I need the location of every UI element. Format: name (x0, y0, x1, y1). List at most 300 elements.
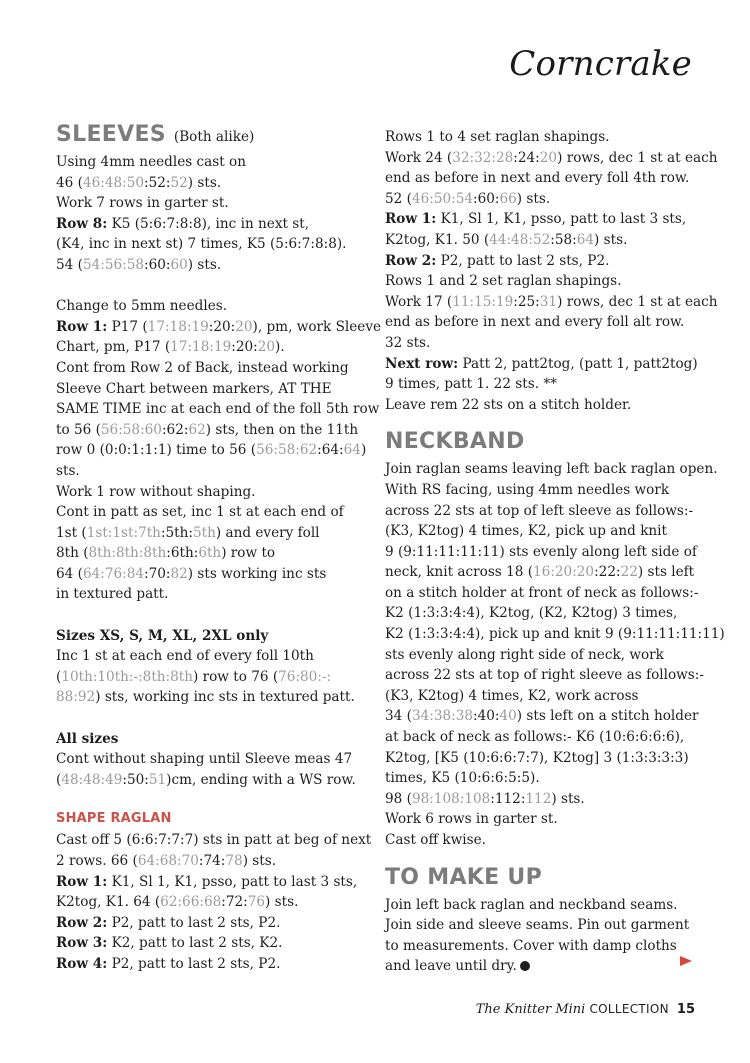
instruction-text: 20 (539, 149, 558, 166)
instruction-text: 52 ( (385, 190, 412, 207)
instruction-text: ) sts, then on the 11th (205, 421, 359, 438)
page-footer (476, 1002, 695, 1017)
instruction-text: 40 (499, 708, 517, 725)
page-title: Corncrake (509, 44, 692, 84)
instruction-text: in textured patt. (56, 586, 169, 603)
instruction-text: sts. (56, 462, 80, 479)
instruction-text: 5:6:7:8:8 (275, 236, 337, 253)
instruction-text: 10th:10th:-:8th: (61, 668, 171, 685)
instruction-text: ), K2tog] 3 ( (538, 749, 622, 766)
instruction-text: 32:32: (452, 149, 496, 166)
instruction-label: Row 4: (56, 955, 108, 972)
instruction-line (56, 193, 361, 214)
instruction-text: 16:20: (533, 564, 577, 581)
instruction-text: Work 1 row without shaping. (56, 483, 256, 500)
instruction-text: ) and every foll (215, 524, 320, 541)
instruction-text: ). (275, 339, 285, 356)
instruction-text: 10:6:6:5:5 (459, 770, 531, 787)
instruction-text: 6th (198, 545, 222, 562)
instruction-line (385, 603, 705, 624)
to-make-up-heading: TO MAKE UP (385, 864, 543, 890)
instruction-line (56, 851, 361, 872)
instruction-text: :20: (208, 318, 236, 335)
instruction-text: ) sts working inc sts (187, 565, 327, 582)
instruction-text: 52 (170, 174, 188, 191)
instruction-line (385, 895, 705, 916)
instruction-text: With RS facing, using 4mm needles work (385, 481, 670, 498)
paragraph-gap (56, 605, 361, 626)
instruction-text: :24: (513, 149, 540, 166)
instruction-line (56, 317, 382, 338)
instruction-text: 7th (138, 524, 161, 541)
instruction-text: 54:56: (82, 256, 127, 273)
instruction-text: end as before in next and every foll alt row. (385, 314, 685, 331)
instruction-text: 9 ( (385, 543, 404, 560)
instruction-text: Cast off 5 ( (56, 832, 132, 849)
instruction-line (56, 440, 367, 461)
instruction-label: Row 2: (385, 252, 437, 269)
instruction-text: end as before in next and every foll 4th row. (385, 170, 690, 187)
instruction-text: 50 (126, 174, 145, 191)
instruction-text: K2tog, K1. 50 ( (385, 231, 490, 248)
instruction-text: 8th (143, 545, 167, 562)
instruction-text: to 56 ( (56, 421, 101, 438)
instruction-text: 1st ( (56, 524, 87, 541)
instruction-line (56, 646, 361, 667)
instruction-text: Rows 1 and 2 set raglan shapings. (385, 273, 622, 290)
instruction-text: (K3, K2tog) 4 times, K2, work across (385, 687, 639, 704)
instruction-text: Work 24 ( (385, 149, 453, 166)
instruction-text: neck, knit across 18 ( (385, 564, 534, 581)
instruction-text: on a stitch holder at front of neck as follows:- (385, 584, 699, 601)
instruction-text: sts evenly along right side of neck, work (385, 646, 664, 663)
raglan-continuation (385, 127, 718, 415)
instruction-text: P2, patt to last 2 sts, P2. (107, 955, 281, 972)
instruction-text: 1:3:3:4:4 (413, 626, 476, 643)
page-number: 15 (676, 1002, 695, 1017)
instruction-text: 5th (192, 524, 216, 541)
finish-circle-icon (520, 961, 530, 971)
instruction-text: 82 (170, 565, 188, 582)
instruction-text: 9:11:11:11:11 (623, 626, 720, 643)
instruction-text: 49 (105, 771, 123, 788)
instruction-line (385, 480, 705, 501)
magazine-name: The Knitter (475, 1002, 552, 1017)
instruction-line (385, 645, 705, 666)
instruction-line (56, 543, 361, 564)
instruction-line (56, 584, 361, 605)
instruction-text: :60: (144, 256, 171, 273)
instruction-text: ), (674, 729, 685, 746)
instruction-line (385, 354, 705, 375)
instruction-text: 66 (499, 190, 517, 207)
instruction-text: 112 (525, 790, 552, 807)
instruction-text: K2 ( (385, 605, 414, 622)
instruction-line (56, 461, 361, 482)
instruction-text: ) sts, working inc sts in textured patt. (95, 689, 355, 706)
instruction-text: SAME TIME inc at each end of the foll 5th row (56, 401, 380, 418)
instruction-text: ) sts. (242, 853, 277, 869)
instruction-text: ) sts in patt at beg of next (193, 832, 372, 849)
instruction-line (56, 892, 361, 913)
instruction-text: ) row to 76 ( (193, 668, 279, 685)
instruction-text: ), K2tog, (K2, K2tog) 3 times, (475, 605, 678, 622)
instruction-text: 6:6:7:7:7 (131, 832, 194, 849)
instruction-text: K5 ( (107, 215, 141, 232)
instruction-text: 98:108: (411, 790, 465, 807)
instruction-text: 78 (225, 853, 243, 869)
instruction-text: 2 rows. 66 ( (56, 853, 138, 869)
instruction-text: 62 (299, 442, 318, 459)
instruction-text: 51 (148, 771, 167, 788)
instruction-line (56, 214, 361, 235)
instruction-line (385, 542, 705, 563)
instruction-line (385, 583, 705, 604)
instruction-line (56, 729, 361, 750)
instruction-text: K1, Sl 1, K1, psso, patt to last 3 sts, (107, 873, 358, 890)
instruction-text: :5th: (160, 524, 193, 541)
instruction-text: P2, patt to last 2 sts, P2. (107, 914, 281, 931)
instruction-label: Row 8: (56, 215, 108, 232)
instruction-text: 60 (170, 256, 188, 273)
instruction-line (56, 482, 361, 503)
instruction-text: Join raglan seams leaving left back raglan open. (385, 461, 718, 478)
instruction-text: Change to 5mm needles. (56, 298, 228, 315)
instruction-line (385, 727, 705, 748)
sleeves-heading (56, 118, 361, 152)
instruction-line (385, 148, 718, 169)
instruction-text: Cast off kwise. (385, 832, 486, 848)
instruction-line (385, 395, 705, 416)
instruction-line (385, 936, 705, 957)
instruction-text: ) sts left on a stitch holder (516, 708, 699, 725)
instruction-text: 48:48: (61, 771, 106, 788)
instruction-line (385, 521, 705, 542)
instruction-line (56, 296, 361, 317)
instruction-text: (K4, inc in next st) 7 times, K5 ( (56, 236, 276, 253)
instruction-text: 84 (126, 565, 145, 582)
instruction-text: ), pick up and knit 9 ( (475, 626, 624, 643)
instruction-text: across 22 sts at top of left sleeve as follows:- (385, 502, 694, 519)
instruction-text: 64:68: (137, 853, 182, 869)
instruction-line (56, 749, 361, 770)
instruction-line (56, 564, 361, 585)
instruction-line (56, 954, 361, 975)
instruction-line (385, 501, 705, 522)
instruction-text: 54 (455, 190, 474, 207)
instruction-line (56, 502, 361, 523)
instruction-text: 70 (181, 853, 199, 869)
instruction-line (385, 830, 705, 851)
paragraph-gap (56, 708, 361, 729)
instruction-line (385, 768, 705, 789)
instruction-text: 34 ( (385, 708, 412, 725)
paragraph-gap (56, 276, 361, 297)
instruction-text: ) row to (221, 545, 276, 562)
instruction-text: 64 (343, 442, 361, 459)
instruction-label: Row 1: (385, 211, 437, 228)
instruction-line (385, 333, 705, 354)
instruction-text: times, K5 ( (385, 770, 460, 787)
instruction-text: Join side and sleeve seams. Pin out garment (385, 917, 690, 934)
instruction-label: Next row: (385, 355, 459, 372)
instruction-text: 8th:8th: (88, 545, 144, 562)
instruction-text: 22 (620, 564, 638, 581)
instruction-label: All sizes (56, 730, 119, 747)
instruction-text: ). (530, 770, 540, 787)
instruction-line (56, 399, 380, 420)
instruction-line (385, 189, 705, 210)
instruction-line (385, 230, 705, 251)
instruction-text: :52: (144, 174, 171, 191)
instruction-text: Patt 2, patt2tog, (patt 1, patt2tog) (458, 355, 698, 372)
instruction-text: 10:6:6:7:7 (468, 749, 539, 766)
instruction-text: :25: (513, 293, 540, 310)
instruction-text: 0:0:1:1:1 (104, 442, 167, 459)
instruction-line (385, 127, 705, 148)
instruction-text: ( (56, 771, 62, 788)
instruction-text: ) (360, 442, 367, 459)
instruction-text: 46 ( (56, 174, 83, 191)
instruction-text: Work 7 rows in garter st. (56, 195, 229, 212)
instruction-text: 1:3:3:4:4 (413, 605, 476, 622)
instruction-line (56, 872, 361, 893)
instruction-text: 11:15: (452, 293, 496, 310)
instruction-text: 8th (170, 668, 193, 685)
neckband-instructions (385, 459, 725, 850)
instruction-text: 17:18: (170, 339, 214, 356)
instruction-label: Sizes XS, S, M, XL, 2XL only (56, 627, 269, 644)
instruction-text: Rows 1 to 4 set raglan shapings. (385, 129, 610, 145)
instruction-line (56, 626, 361, 647)
instruction-text: 52 (532, 231, 551, 248)
instruction-text: Work 6 rows in garter st. (385, 811, 558, 828)
instruction-line (385, 665, 705, 686)
instruction-text: :6th: (166, 545, 199, 562)
instruction-line (385, 562, 705, 583)
instruction-text: K2tog, [K5 ( (385, 749, 469, 766)
instruction-text: ), inc in next st, (201, 215, 310, 232)
instruction-line (56, 255, 361, 276)
to-make-up-instructions (385, 895, 705, 977)
instruction-line (56, 358, 361, 379)
instruction-line (56, 667, 361, 688)
instruction-text: Leave rem 22 sts on a stitch holder. (385, 396, 632, 413)
instruction-text: :20: (231, 339, 258, 356)
instruction-text: :62: (161, 421, 189, 438)
instruction-line (385, 706, 705, 727)
instruction-text: 19 (191, 318, 209, 335)
instruction-text: to measurements. Cover with damp cloths (385, 937, 677, 954)
instruction-text: 17:18: (147, 318, 192, 335)
instruction-text: ). (336, 236, 347, 253)
instruction-line (385, 809, 705, 830)
instruction-text: ) time to 56 ( (166, 442, 257, 459)
instruction-text: 20 (576, 564, 595, 581)
instruction-text: row 0 ( (56, 442, 105, 459)
instruction-text: :64: (317, 442, 344, 459)
instruction-text: )cm, ending with a WS row. (166, 771, 356, 788)
instruction-text: P17 ( (107, 318, 148, 335)
instruction-text: Cont from Row 2 of Back, instead working (56, 359, 349, 376)
instruction-text: :72: (221, 894, 248, 911)
instruction-line (56, 420, 361, 441)
left-column (56, 118, 382, 975)
continue-arrow-icon (680, 956, 692, 966)
instruction-text: 46:48: (82, 174, 127, 191)
magazine-mini: Mini (551, 1002, 586, 1017)
instruction-text: Using 4mm needles cast on (56, 154, 246, 170)
instruction-text: :40: (473, 708, 500, 725)
instruction-text: across 22 sts at top of right sleeve as follows:- (385, 667, 704, 684)
shape-raglan-heading: SHAPE RAGLAN (56, 811, 172, 827)
instruction-text: 98 ( (385, 790, 412, 807)
instruction-line (56, 337, 361, 358)
instruction-line (56, 152, 361, 173)
instruction-line (385, 374, 705, 395)
instruction-text: 20 (257, 339, 276, 356)
instruction-text: 62:66: (160, 894, 204, 911)
instruction-text: 88: (56, 689, 78, 706)
instruction-text: 9:11:11:11:11 (403, 543, 500, 560)
instruction-line (56, 234, 361, 255)
instruction-text: K2tog, K1. 64 ( (56, 894, 161, 911)
instruction-text: 108 (464, 790, 491, 807)
instruction-text: ) sts left (637, 564, 695, 581)
instruction-text: :22: (594, 564, 621, 581)
instruction-line (385, 209, 705, 230)
instruction-text: :58: (550, 231, 577, 248)
instruction-text: :74: (198, 853, 226, 869)
instruction-text: ) (683, 749, 689, 766)
instruction-line (385, 312, 705, 333)
shape-raglan-instructions (56, 830, 372, 974)
neckband-heading: NECKBAND (385, 429, 525, 455)
instruction-line (385, 915, 705, 936)
instruction-text: 8th ( (56, 545, 89, 562)
instruction-text: K2, patt to last 2 sts, K2. (107, 935, 283, 952)
instruction-text: and leave until dry. (385, 958, 517, 975)
instruction-line (56, 523, 361, 544)
instruction-text: ) sts. (594, 231, 628, 248)
instruction-line (56, 173, 361, 194)
instruction-text: K2 ( (385, 626, 414, 643)
instruction-text: ) sts. (187, 256, 222, 273)
instruction-line (56, 687, 361, 708)
instruction-line (385, 624, 725, 645)
instruction-text: ( (56, 668, 62, 685)
instruction-text: 10:6:6:6:6 (604, 729, 675, 746)
instruction-text: (K3, K2tog) 4 times, K2, pick up and knit (385, 523, 667, 540)
sleeves-heading-text: SLEEVES (56, 122, 166, 147)
instruction-text: 54 ( (56, 256, 83, 273)
instruction-text: 5:6:7:8:8 (140, 215, 202, 232)
instruction-text: 64 (576, 231, 595, 248)
instruction-line (385, 789, 705, 810)
instruction-text: 19 (213, 339, 232, 356)
instruction-text: 32 sts. (385, 334, 431, 351)
instruction-text: K1, Sl 1, K1, psso, patt to last 3 sts, (436, 211, 687, 228)
instruction-text: Cont in patt as set, inc 1 st at each end of (56, 504, 344, 521)
instruction-text: Work 17 ( (385, 293, 453, 310)
instruction-text: 28 (495, 149, 514, 166)
instruction-text: 44:48: (489, 231, 533, 248)
instruction-text: 19 (495, 293, 514, 310)
instruction-text: 9 times, patt 1. 22 sts. ** (385, 376, 557, 393)
sleeves-subheading: (Both alike) (173, 129, 255, 145)
instruction-text: :50: (122, 771, 149, 788)
instruction-text: 68 (203, 894, 222, 911)
instruction-text: 64:76: (82, 565, 127, 582)
instruction-text: ) sts. (551, 790, 585, 807)
instruction-text: 1:3:3:3:3 (621, 749, 684, 766)
instruction-text: 34:38: (411, 708, 456, 725)
instruction-text: Cont without shaping until Sleeve meas 47 (56, 751, 353, 768)
instruction-label: Row 1: (56, 318, 108, 335)
instruction-text: Chart, pm, P17 ( (56, 339, 171, 356)
instruction-text: ) (719, 626, 725, 643)
instruction-text: ) rows, dec 1 st at each (557, 293, 718, 310)
instruction-line (56, 913, 361, 934)
instruction-text: 76:80:-: (278, 668, 332, 685)
instruction-text: ) rows, dec 1 st at each (557, 149, 718, 166)
instruction-line (385, 956, 705, 977)
instruction-line (56, 770, 361, 791)
instruction-text: 60 (144, 421, 162, 438)
instruction-line (385, 271, 705, 292)
instruction-text: P2, patt to last 2 sts, P2. (436, 252, 610, 269)
instruction-text: at back of neck as follows:- K6 ( (385, 729, 605, 746)
instruction-text: 56:58: (100, 421, 145, 438)
instruction-text: ) sts. (187, 174, 222, 191)
instruction-line (56, 379, 361, 400)
instruction-text: Sleeve Chart between markers, AT THE (56, 380, 332, 397)
instruction-label: Row 2: (56, 914, 108, 931)
instruction-text: Join left back raglan and neckband seams. (385, 896, 678, 913)
instruction-text: 20 (235, 318, 253, 335)
instruction-line (56, 830, 372, 851)
instruction-line (385, 459, 718, 480)
instruction-text: ), pm, work Sleeve (252, 318, 382, 335)
instruction-text: ) sts evenly along left side of (499, 543, 697, 560)
instruction-text: Inc 1 st at each end of every foll 10th (56, 648, 314, 665)
instruction-line (385, 748, 705, 769)
instruction-label: Row 3: (56, 935, 108, 952)
instruction-text: :112: (490, 790, 526, 807)
instruction-text: ) sts. (265, 894, 299, 911)
instruction-line (385, 251, 705, 272)
right-column (385, 127, 725, 977)
instruction-text: 38 (455, 708, 474, 725)
instruction-text: 92 (77, 689, 96, 706)
instruction-line (56, 933, 361, 954)
instruction-text: 1st:1st: (86, 524, 139, 541)
instruction-text: 62 (188, 421, 206, 438)
instruction-text: 56:58: (256, 442, 300, 459)
instruction-text: 46:50: (411, 190, 456, 207)
instruction-text: ) sts. (516, 190, 551, 207)
instruction-label: Row 1: (56, 873, 108, 890)
instruction-line (385, 686, 705, 707)
instruction-text: 58 (126, 256, 145, 273)
instruction-text: 31 (539, 293, 558, 310)
sleeves-instructions (56, 152, 382, 790)
instruction-text: 76 (247, 894, 266, 911)
collection-label: COLLECTION (585, 1002, 669, 1016)
instruction-text: :70: (144, 565, 171, 582)
instruction-line (385, 292, 718, 313)
instruction-line (385, 168, 705, 189)
